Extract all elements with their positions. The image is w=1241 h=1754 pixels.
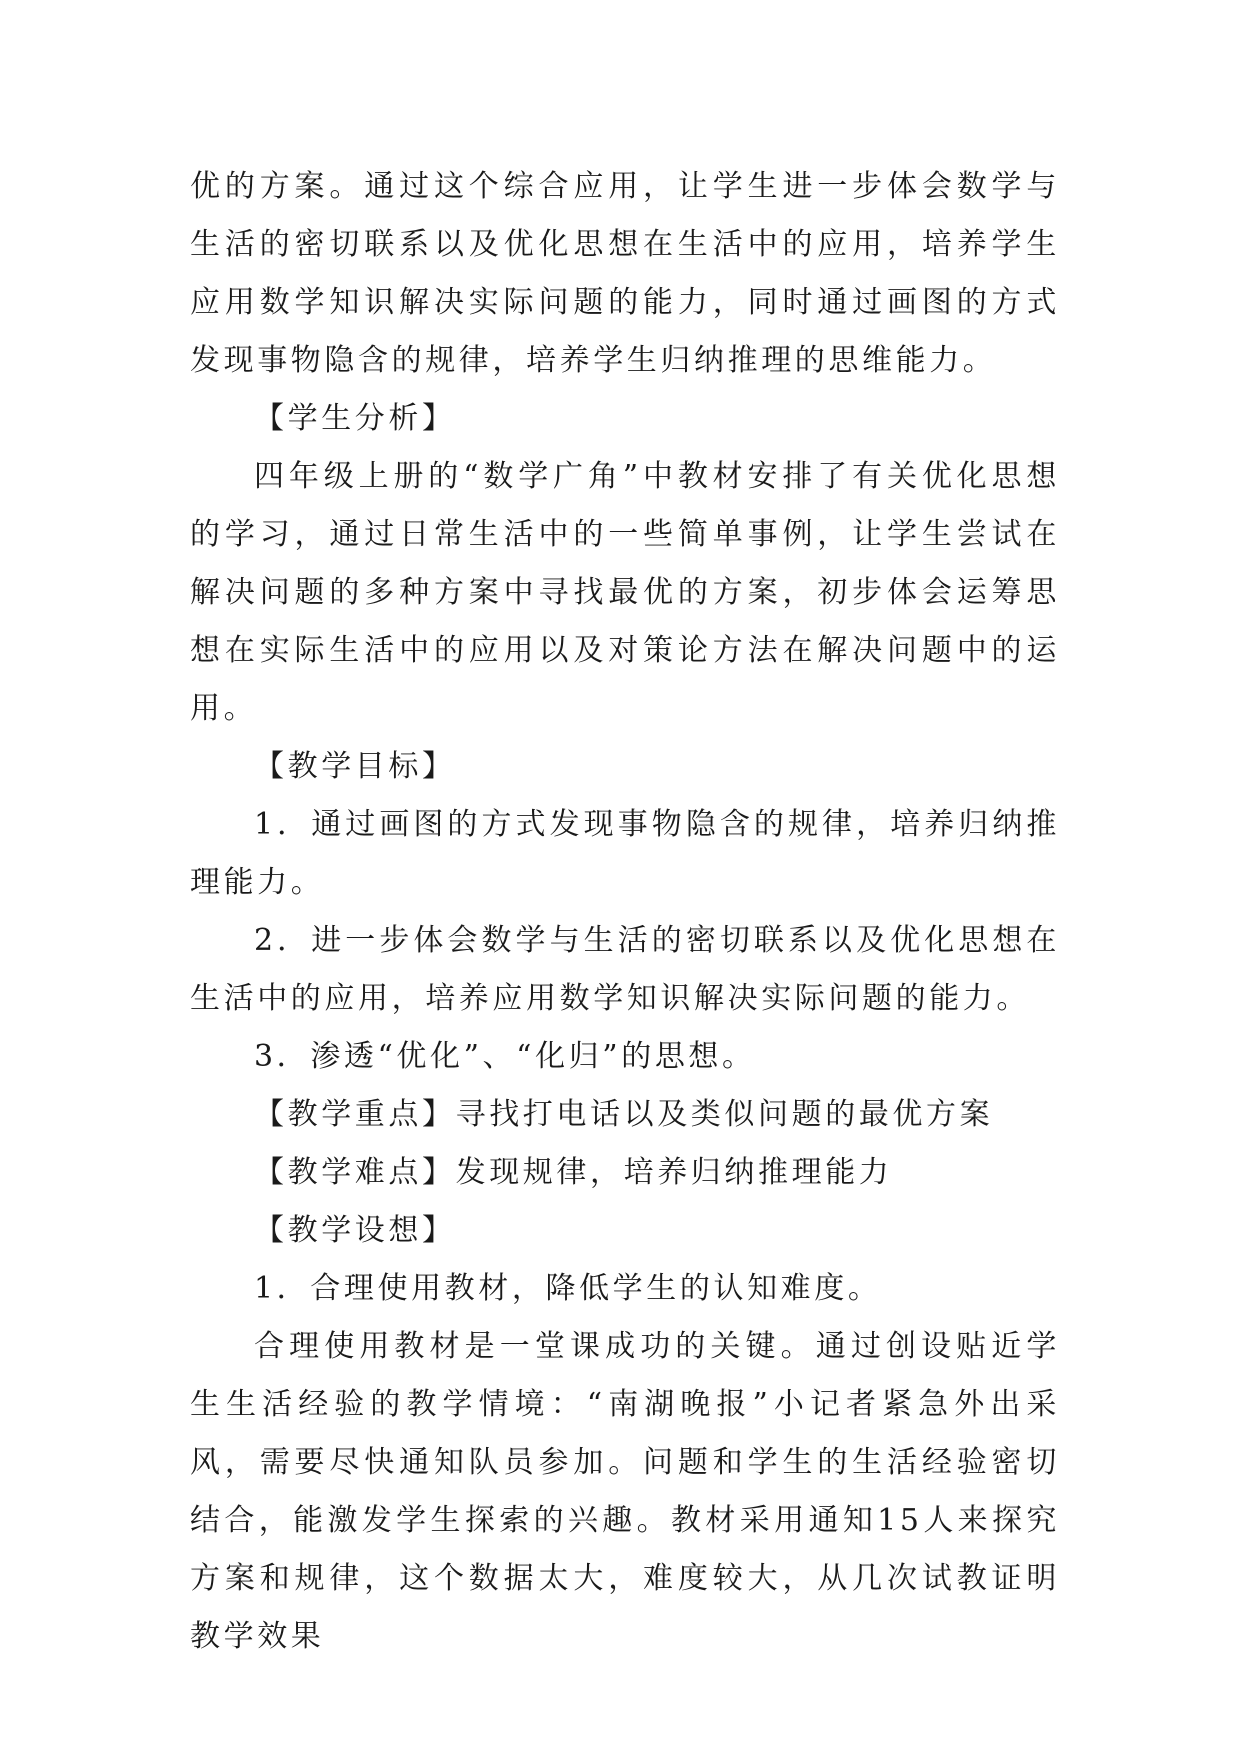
difficult-point-label: 【教学难点】 — [254, 1155, 456, 1190]
teaching-goal-item-3: 3．渗透“优化”、“化归”的思想。 — [254, 1039, 756, 1074]
section-heading-teaching-design: 【教学设想】 — [254, 1213, 456, 1248]
section-heading-student-analysis: 【学生分析】 — [254, 401, 456, 436]
intro-paragraph: 优的方案。通过这个综合应用，让学生进一步体会数学与生活的密切联系以及优化思想在生活中的应用，培养学生应用数学知识解决实际问题的能力，同时通过画图的方式发现事物隐含的规律，培养学生归纳推理的思维能力。 — [190, 169, 1060, 378]
key-point-text: 寻找打电话以及类似问题的最优方案 — [455, 1097, 994, 1132]
key-point-line — [190, 1086, 1060, 1144]
section-heading-teaching-goals: 【教学目标】 — [254, 749, 456, 784]
key-point-label: 【教学重点】 — [254, 1097, 456, 1132]
teaching-goal-item-1: 1．通过画图的方式发现事物隐含的规律，培养归纳推理能力。 — [190, 807, 1060, 900]
teaching-design-paragraph: 合理使用教材是一堂课成功的关键。通过创设贴近学生生活经验的教学情境：“南湖晚报”小记者紧急外出采风，需要尽快通知队员参加。问题和学生的生活经验密切结合，能激发学生探索的兴趣。教材采用通知15人来探究方案和规律，这个数据太大，难度较大，从几次试教证明教学效果 — [190, 1329, 1060, 1654]
document-page — [190, 158, 1060, 1666]
student-analysis-paragraph: 四年级上册的“数学广角”中教材安排了有关优化思想的学习，通过日常生活中的一些简单事例，让学生尝试在解决问题的多种方案中寻找最优的方案，初步体会运筹思想在实际生活中的应用以及对策论方法在解决问题中的运用。 — [190, 459, 1060, 726]
difficult-point-text: 发现规律，培养归纳推理能力 — [455, 1155, 893, 1190]
difficult-point-line — [190, 1144, 1060, 1202]
teaching-goal-item-2: 2．进一步体会数学与生活的密切联系以及优化思想在生活中的应用，培养应用数学知识解决实际问题的能力。 — [190, 923, 1060, 1016]
teaching-design-item-1: 1．合理使用教材，降低学生的认知难度。 — [254, 1271, 882, 1306]
